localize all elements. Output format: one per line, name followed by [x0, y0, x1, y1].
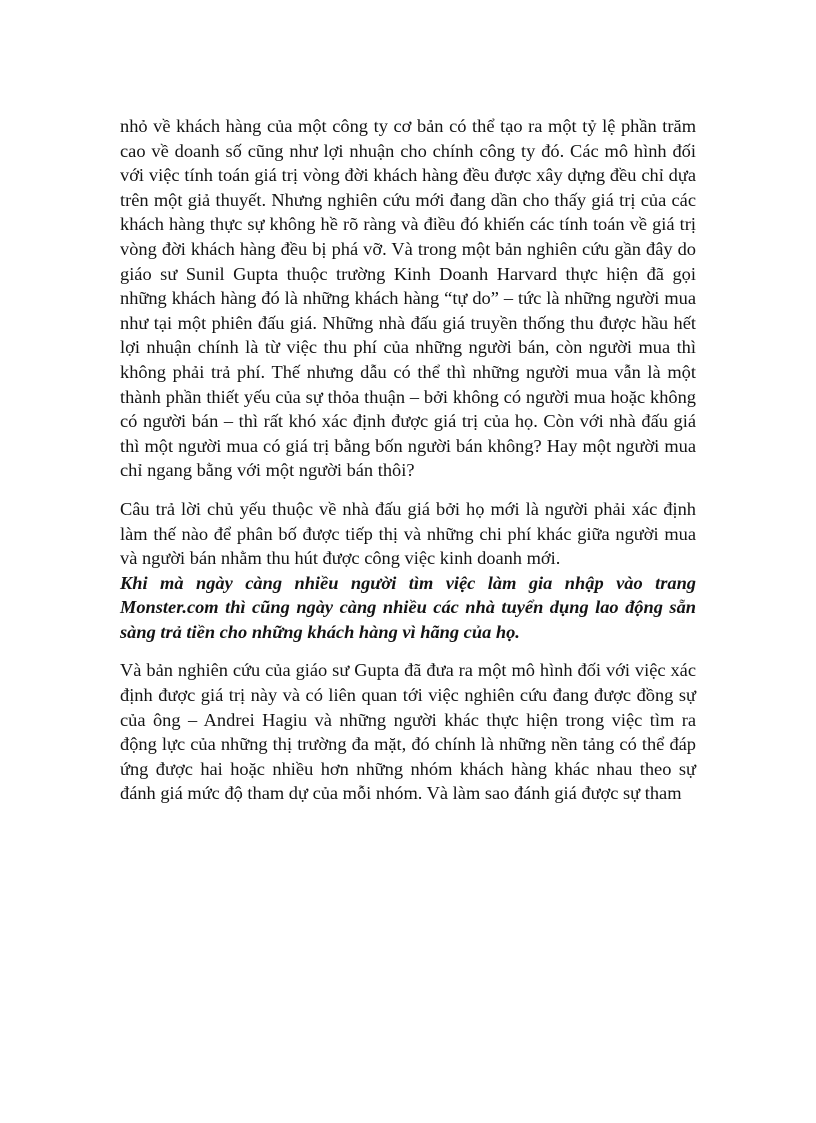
document-page [120, 114, 696, 806]
body-paragraph-2: Câu trả lời chủ yếu thuộc về nhà đấu giá bởi họ mới là người phải xác định làm thế nào để phân bố được tiếp thị và những chi phí khác giữa người mua và người bán nhằm thu hút được công việc kinh doanh mới. [120, 498, 696, 569]
body-paragraph-3: Và bản nghiên cứu của giáo sư Gupta đã đưa ra một mô hình đối với việc xác định được giá trị này và có liên quan tới việc nghiên cứu đang được đồng sự của ông – Andrei Hagiu và những người khác thực hiện trong việc tìm ra động lực của những thị trường đa mặt, đó chính là những nền tảng có thể đáp ứng được hai hoặc nhiều hơn những nhóm khách hàng khác nhau theo sự đánh giá mức độ tham dự của mỗi nhóm. Và làm sao đánh giá được sự tham [120, 660, 696, 804]
body-paragraph-1: nhỏ về khách hàng của một công ty cơ bản có thể tạo ra một tỷ lệ phần trăm cao về doanh số cũng như lợi nhuận cho chính công ty đó. Các mô hình đối với việc tính toán giá trị vòng đời khách hàng đều được xây dựng đều chỉ dựa trên một giả thuyết. Nhưng nghiên cứu mới đang dần cho thấy giá trị của các khách hàng thực sự không hề rõ ràng và điều đó khiến các tính toán về giá trị vòng đời khách hàng đều bị phá vỡ. Và trong một bản nghiên cứu gần đây do giáo sư Sunil Gupta thuộc trường Kinh Doanh Harvard thực hiện đã gọi những khách hàng đó là những khách hàng “tự do” – tức là những người mua như tại một phiên đấu giá. Những nhà đấu giá truyền thống thu được hầu hết lợi nhuận chính là từ việc thu phí của những người bán, còn người mua thì không phải trả phí. Thế nhưng dẫu có thể thì những người mua vẫn là một thành phần thiết yếu của sự thỏa thuận – bởi không có người mua hoặc không có người bán – thì rất khó xác định được giá trị của họ. Còn với nhà đấu giá thì một người mua có giá trị bằng bốn người bán không? Hay một người mua chỉ ngang bằng với một người bán thôi? [120, 116, 696, 481]
pull-quote: Khi mà ngày càng nhiều người tìm việc làm gia nhập vào trang Monster.com thì cũng ngày càng nhiều các nhà tuyển dụng lao động sẵn sàng trả tiền cho những khách hàng vì hãng của họ. [120, 572, 696, 642]
